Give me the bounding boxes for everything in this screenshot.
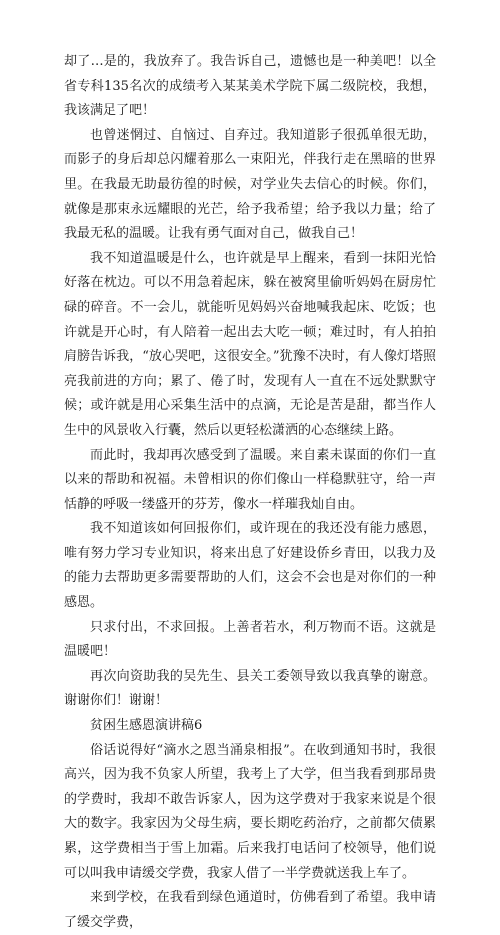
paragraph-2: 也曾迷惘过、自恼过、自弃过。我知道影子很孤单很无助，而影子的身后却总闪耀着那么一束阳光，伴我行走在黑暗的世界里。在我最无助最彷徨的时候，对学业失去信心的时候。你们，就像是那束永远耀眼的光芒，给予我希望；给予我以力量；给了我最无私的温暖。让我有勇气面对自己，做我自己！ bbox=[64, 127, 436, 242]
paragraph-4: 而此时，我却再次感受到了温暖。来自素未谋面的你们一直以来的帮助和祝福。未曾相识的你们像山一样稳默驻守，给一声恬静的呼吸一缕盛开的芬芳，像水一样璀我灿自由。 bbox=[64, 447, 436, 512]
paragraph-7: 再次向资助我的吴先生、县关工委领导致以我真挚的谢意。谢谢你们！谢谢！ bbox=[64, 668, 436, 709]
paragraph-8: 俗话说得好“滴水之恩当涌泉相报”。在收到通知书时，我很高兴，因为我不负家人所望，我考上了大学，但当我看到那昂贵的学费时，我却不敢告诉家人，因为这学费对于我家来说是个很大的数字。我家因为父母生病，要长期吃药治疗，之前都欠债累累，这学费相当于雪上加霜。后来我打电话问了校领导，他们说可以叫我申请缓交学费，我家人借了一半学费就送我上车了。 bbox=[64, 742, 436, 881]
paragraph-6: 只求付出，不求回报。上善者若水，利万物而不语。这就是温暖吧！ bbox=[64, 619, 436, 660]
paragraph-1: 却了…是的，我放弃了。我告诉自己，遗憾也是一种美吧！以全省专科135名次的成绩考入某某美术学院下属二级院校，我想，我该满足了吧！ bbox=[64, 54, 436, 119]
section-heading: 贫困生感恩演讲稿6 bbox=[90, 718, 203, 734]
document-page bbox=[64, 50, 436, 935]
paragraph-3: 我不知道温暖是什么，也许就是早上醒来，看到一抹阳光恰好落在枕边。可以不用急着起床，躲在被窝里偷听妈妈在厨房忙碌的碎音。不一会儿，就能听见妈妈兴奋地喊我起床、吃饭；也许就是开心时，有人陪着一起出去大吃一顿；难过时，有人拍拍肩膀告诉我，“放心哭吧，这很安全。”犹豫不决时，有人像灯塔照亮我前进的方向；累了、倦了时，发现有人一直在不远处默默守候；或许就是用心采集生活中的点滴，无论是苦是甜，都当作人生中的风景收入行囊，然后以更轻松潇洒的心态继续上路。 bbox=[64, 250, 436, 438]
paragraph-5: 我不知道该如何回报你们，或许现在的我还没有能力感恩，唯有努力学习专业知识，将来出息了好建设侨乡青田，以我力及的能力去帮助更多需要帮助的人们，这会不会也是对你们的一种感恩。 bbox=[64, 521, 436, 611]
paragraph-9: 来到学校，在我看到绿色通道时，仿佛看到了希望。我申请了缓交学费， bbox=[64, 890, 436, 930]
